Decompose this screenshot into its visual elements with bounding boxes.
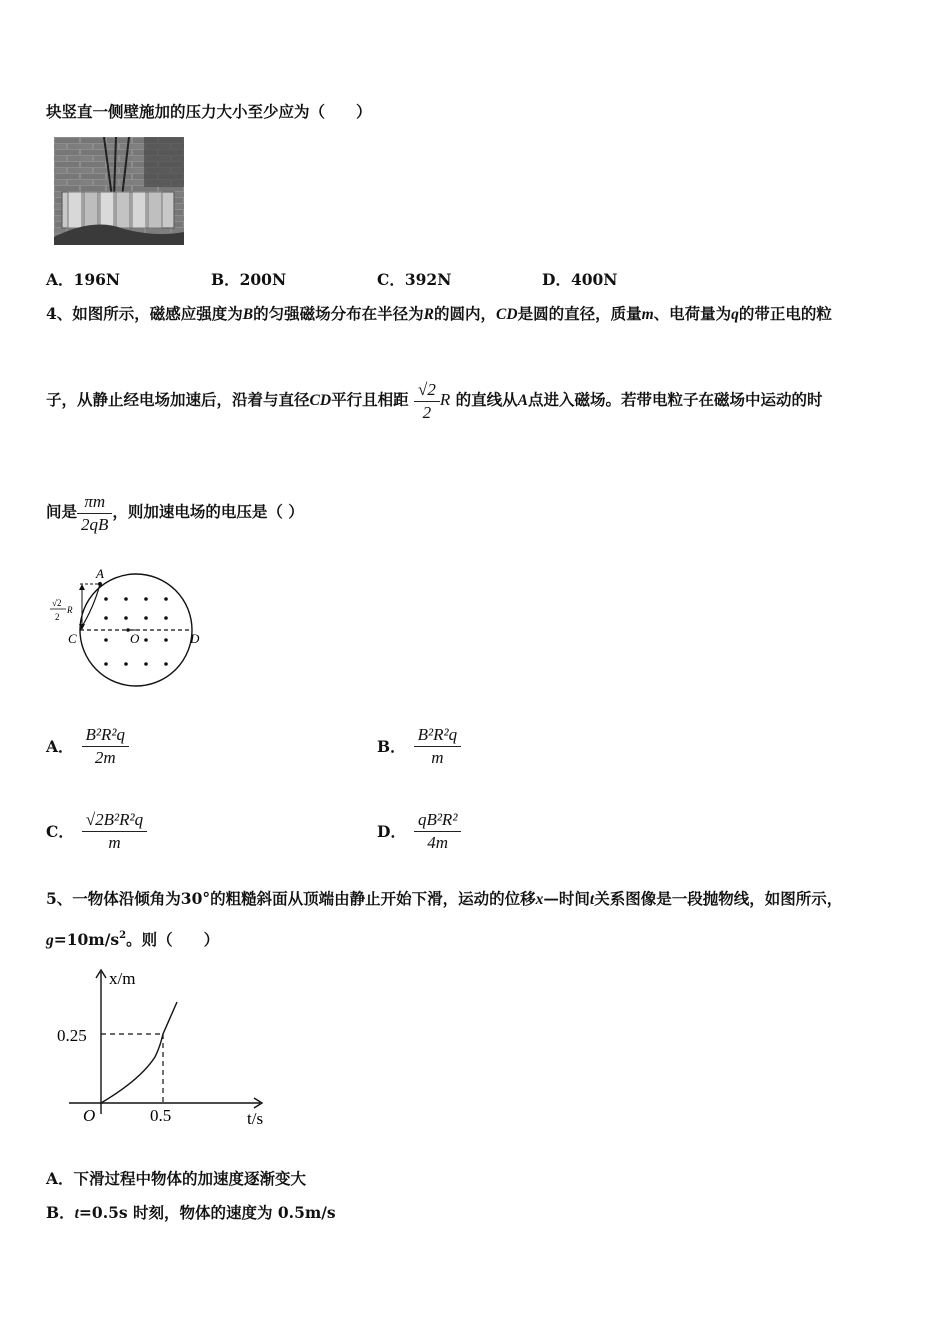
q4-stem-line3: 间是 $\frac{\pi m}{2qB}$ ，则加速电场的电压是（ ） <box>46 491 304 534</box>
option-label: A． <box>46 1169 74 1188</box>
distance-fraction: $\frac{√2}{2}$ <box>414 379 440 424</box>
option-text: 下滑过程中物体的加速度逐渐变大 <box>73 1169 307 1188</box>
option-label: C． <box>377 270 405 289</box>
option-c-fraction: $\frac{\text{√2B²R²q}}{m}$ <box>82 809 147 854</box>
q4-option-a[interactable] <box>46 718 129 774</box>
option-label: B． <box>46 1203 75 1222</box>
option-value: 196N <box>73 270 121 289</box>
q4-option-b[interactable] <box>377 718 461 774</box>
y-tick-label: 0.25 <box>57 1026 87 1045</box>
q3-option-b[interactable] <box>211 270 286 290</box>
option-a-fraction: $\frac{\text{B²R²q}}{2m}$ <box>82 724 129 769</box>
option-b-fraction: $\frac{\text{B²R²q}}{m}$ <box>414 724 461 769</box>
option-value: 392N <box>404 270 452 289</box>
option-d-fraction: $\frac{\text{qB²R²}}{4m}$ <box>414 809 461 854</box>
side-den: 2 <box>55 612 60 622</box>
q4-option-c[interactable] <box>46 803 147 859</box>
option-label: B． <box>377 737 406 756</box>
q4-option-d[interactable] <box>377 803 461 859</box>
side-num: √2 <box>52 598 62 608</box>
q5-option-b[interactable]: B．t=0.5s 时刻，物体的速度为 0.5m/s <box>46 1203 336 1222</box>
bricks-photo <box>54 137 184 245</box>
y-axis-label: x/m <box>109 969 136 988</box>
q5-stem-line1: 5、一物体沿倾角为30°的粗糙斜面从顶端由静止开始下滑，运动的位移x—时间t关系图像是一段抛物线，如图所示， <box>46 889 843 908</box>
option-label: C． <box>46 822 74 841</box>
label-D: D <box>190 631 200 646</box>
label-O: O <box>130 631 140 646</box>
label-C: C <box>68 631 77 646</box>
x-axis-label: t/s <box>247 1109 264 1128</box>
side-R: R <box>67 605 73 615</box>
option-value: 200N <box>239 270 287 289</box>
q5-stem-line2: $g=10m/s^2$。则（ ） <box>46 930 220 949</box>
q3-option-c[interactable] <box>377 270 451 290</box>
x-tick-label: 0.5 <box>150 1106 172 1125</box>
q3-stem-tail: 块竖直一侧壁施加的压力大小至少应为（ ） <box>46 102 372 121</box>
x-t-graph <box>55 962 280 1132</box>
option-label: A． <box>46 737 74 756</box>
option-text: =0.5s 时刻，物体的速度为 0.5m/s <box>78 1203 336 1222</box>
time-fraction: $\frac{\pi m}{2qB}$ <box>77 491 112 536</box>
option-label: B． <box>211 270 240 289</box>
q3-option-d[interactable] <box>542 270 617 290</box>
label-A: A <box>96 566 104 581</box>
q5-option-a[interactable] <box>46 1169 306 1189</box>
option-label: D． <box>377 822 406 841</box>
option-label: D． <box>542 270 571 289</box>
q3-option-a[interactable] <box>46 270 120 290</box>
q4-stem-line1: 4、如图所示，磁感应强度为B的匀强磁场分布在半径为R的圆内，CD是圆的直径，质量m、电荷量为q的带正电的粒 <box>46 304 832 323</box>
option-label: A． <box>46 270 74 289</box>
origin-label: O <box>83 1106 96 1125</box>
option-value: 400N <box>570 270 618 289</box>
magnetic-field-figure <box>44 562 214 697</box>
q4-stem-line2: 子，从静止经电场加速后，沿着与直径CD平行且相距 $\frac{√2}{2}$ R 的直线从A点进入磁场。若带电粒子在磁场中运动的时 <box>46 379 823 422</box>
